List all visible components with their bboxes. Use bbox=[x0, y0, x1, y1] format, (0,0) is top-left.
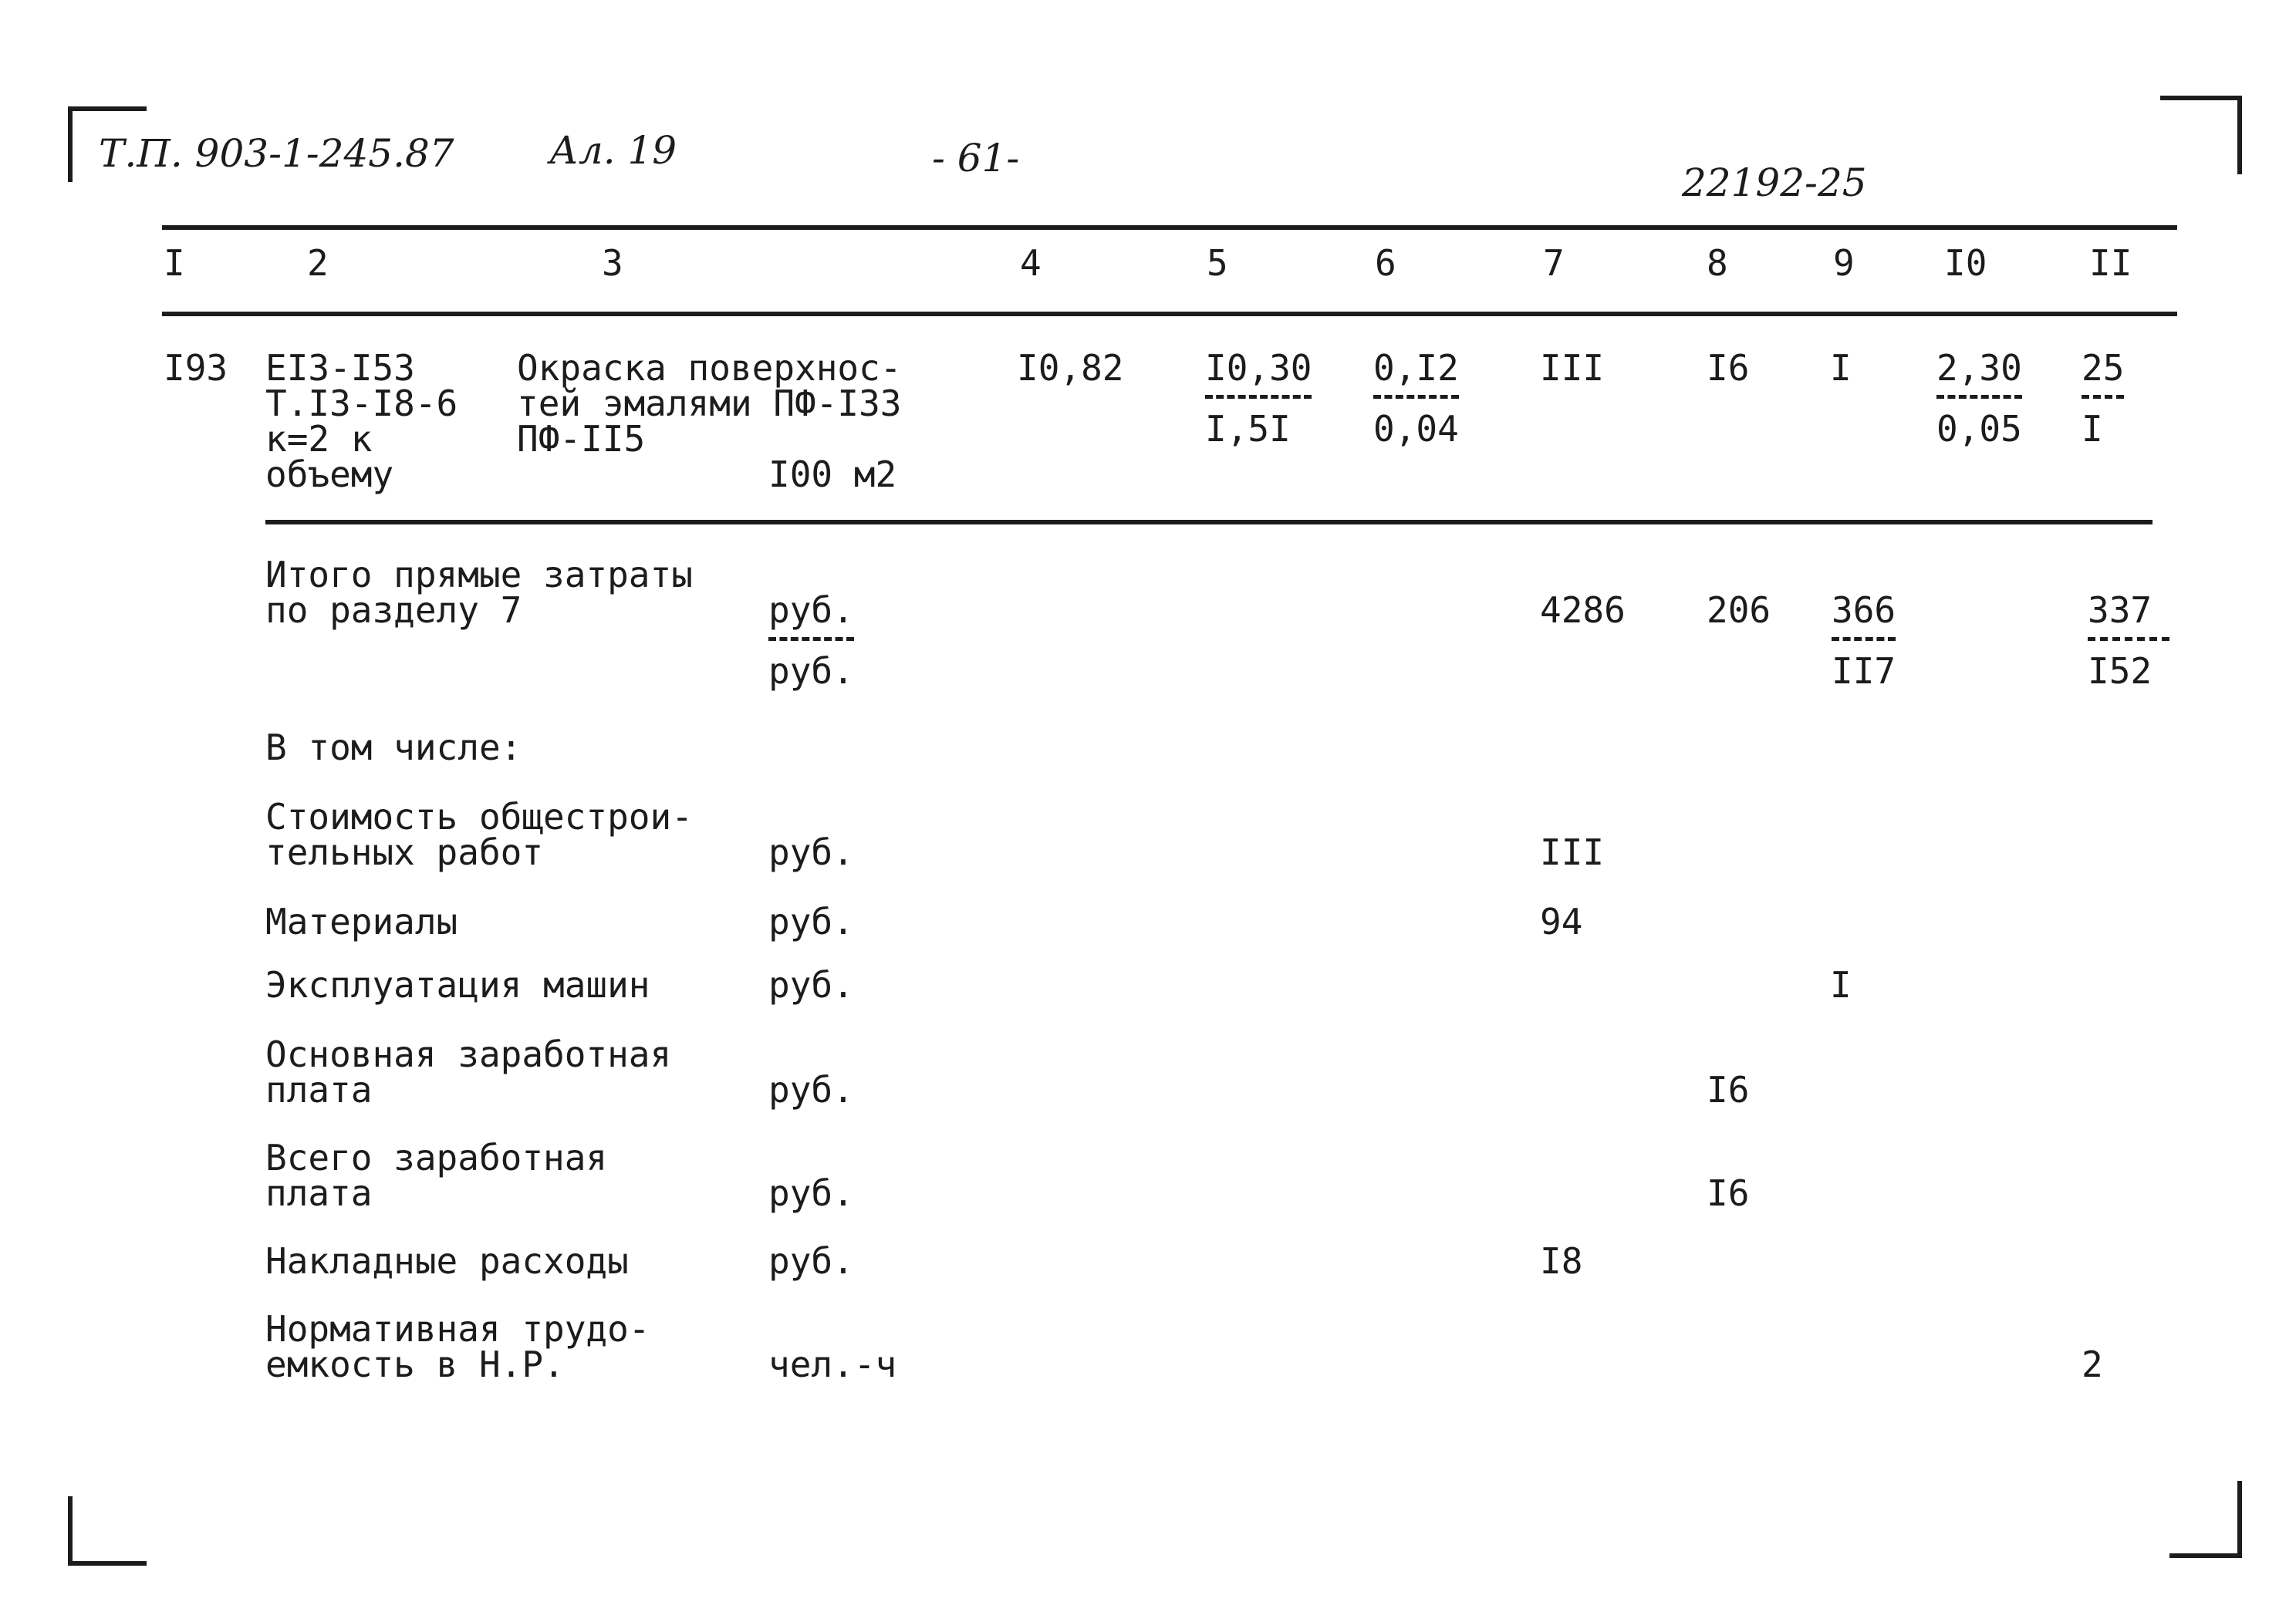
column-header: I bbox=[164, 242, 185, 284]
row-number: I93 bbox=[164, 347, 228, 389]
unit-of-measure: I00 м2 bbox=[768, 454, 897, 495]
fraction-top: 337 bbox=[2088, 589, 2152, 631]
including-label: В том числе: bbox=[265, 727, 522, 768]
column-header: 9 bbox=[1833, 242, 1855, 284]
column-header: 4 bbox=[1020, 242, 1042, 284]
totals-col7: 4286 bbox=[1540, 589, 1626, 631]
fraction-dash bbox=[2082, 395, 2124, 399]
fraction-col11 bbox=[2082, 347, 2125, 450]
quantity-value: I0,82 bbox=[1017, 347, 1124, 389]
breakdown-label: Нормативная трудо- емкость в Н.Р. bbox=[265, 1308, 650, 1385]
column-header: 2 bbox=[307, 242, 329, 284]
cell-col9: I bbox=[1830, 347, 1852, 389]
breakdown-unit: руб. bbox=[768, 964, 854, 1006]
archive-stamp-number: 22192-25 bbox=[1682, 160, 1867, 205]
column-header: I0 bbox=[1944, 242, 1987, 284]
frame-corner-top-right bbox=[2160, 96, 2242, 174]
breakdown-label: Стоимость общестрои- тельных работ bbox=[265, 796, 693, 873]
fraction-col6 bbox=[1373, 347, 1459, 450]
row-separator-rule bbox=[265, 520, 2152, 524]
fraction-top: I0,30 bbox=[1205, 347, 1312, 389]
rate-code: ЕI3-I53 Т.I3-I8-6 к=2 к объему bbox=[265, 347, 458, 495]
fraction-dash bbox=[1373, 395, 1459, 399]
breakdown-label: Материалы bbox=[265, 901, 458, 943]
fraction-top: 25 bbox=[2082, 347, 2125, 389]
header-bottom-rule bbox=[162, 312, 2177, 316]
fraction-dash bbox=[768, 637, 854, 641]
breakdown-col8: I6 bbox=[1707, 1172, 1750, 1214]
breakdown-unit: руб. bbox=[768, 1240, 854, 1282]
frame-corner-bottom-right bbox=[2169, 1481, 2242, 1558]
column-header: 6 bbox=[1375, 242, 1396, 284]
fraction-bottom: руб. bbox=[768, 650, 854, 692]
fraction-bottom: II7 bbox=[1832, 650, 1896, 692]
document-code: Т.П. 903-1-245.87 bbox=[99, 131, 454, 176]
fraction-bottom: 0,05 bbox=[1936, 408, 2022, 450]
breakdown-label: Всего заработная плата bbox=[265, 1137, 608, 1214]
fraction-dash bbox=[1205, 395, 1312, 399]
breakdown-col9: I bbox=[1830, 964, 1852, 1006]
fraction-top: руб. bbox=[768, 589, 854, 631]
fraction-top: 2,30 bbox=[1936, 347, 2022, 389]
breakdown-unit: чел.-ч bbox=[768, 1344, 897, 1385]
breakdown-unit: руб. bbox=[768, 901, 854, 943]
totals-col8: 206 bbox=[1707, 589, 1771, 631]
column-header: 8 bbox=[1707, 242, 1728, 284]
breakdown-col8: I6 bbox=[1707, 1069, 1750, 1111]
totals-label: Итого прямые затраты по разделу 7 bbox=[265, 554, 693, 631]
page-number: - 61- bbox=[932, 136, 1020, 180]
breakdown-label: Накладные расходы bbox=[265, 1240, 629, 1282]
cell-col7: III bbox=[1540, 347, 1605, 389]
column-header: II bbox=[2089, 242, 2132, 284]
breakdown-unit: руб. bbox=[768, 831, 854, 873]
fraction-col10 bbox=[1936, 347, 2022, 450]
fraction-bottom: I52 bbox=[2088, 650, 2152, 692]
fraction-dash bbox=[1832, 637, 1896, 641]
breakdown-col7: III bbox=[1540, 831, 1605, 873]
fraction-bottom: 0,04 bbox=[1373, 408, 1459, 450]
column-header: 7 bbox=[1543, 242, 1565, 284]
totals-fraction-col9 bbox=[1832, 589, 1896, 692]
fraction-top: 0,I2 bbox=[1373, 347, 1459, 389]
sheet-number: Ал. 19 bbox=[549, 128, 677, 173]
breakdown-col11: 2 bbox=[2082, 1344, 2103, 1385]
fraction-bottom: I bbox=[2082, 408, 2103, 450]
fraction-bottom: I,5I bbox=[1205, 408, 1291, 450]
fraction-top: 366 bbox=[1832, 589, 1896, 631]
breakdown-col7: I8 bbox=[1540, 1240, 1583, 1282]
totals-unit-fraction bbox=[768, 589, 854, 692]
fraction-col5 bbox=[1205, 347, 1312, 450]
frame-corner-bottom-left bbox=[68, 1496, 147, 1566]
column-header: 5 bbox=[1207, 242, 1228, 284]
fraction-dash bbox=[2088, 637, 2169, 641]
breakdown-label: Эксплуатация машин bbox=[265, 964, 650, 1006]
totals-fraction-col11 bbox=[2088, 589, 2169, 692]
breakdown-unit: руб. bbox=[768, 1069, 854, 1111]
breakdown-label: Основная заработная плата bbox=[265, 1034, 672, 1111]
work-description: Окраска поверхнос- тей эмалями ПФ-I33 ПФ-II5 bbox=[517, 347, 902, 460]
table-top-rule bbox=[162, 225, 2177, 230]
column-header: 3 bbox=[602, 242, 623, 284]
fraction-dash bbox=[1936, 395, 2022, 399]
breakdown-col7: 94 bbox=[1540, 901, 1583, 943]
cell-col8: I6 bbox=[1707, 347, 1750, 389]
breakdown-unit: руб. bbox=[768, 1172, 854, 1214]
